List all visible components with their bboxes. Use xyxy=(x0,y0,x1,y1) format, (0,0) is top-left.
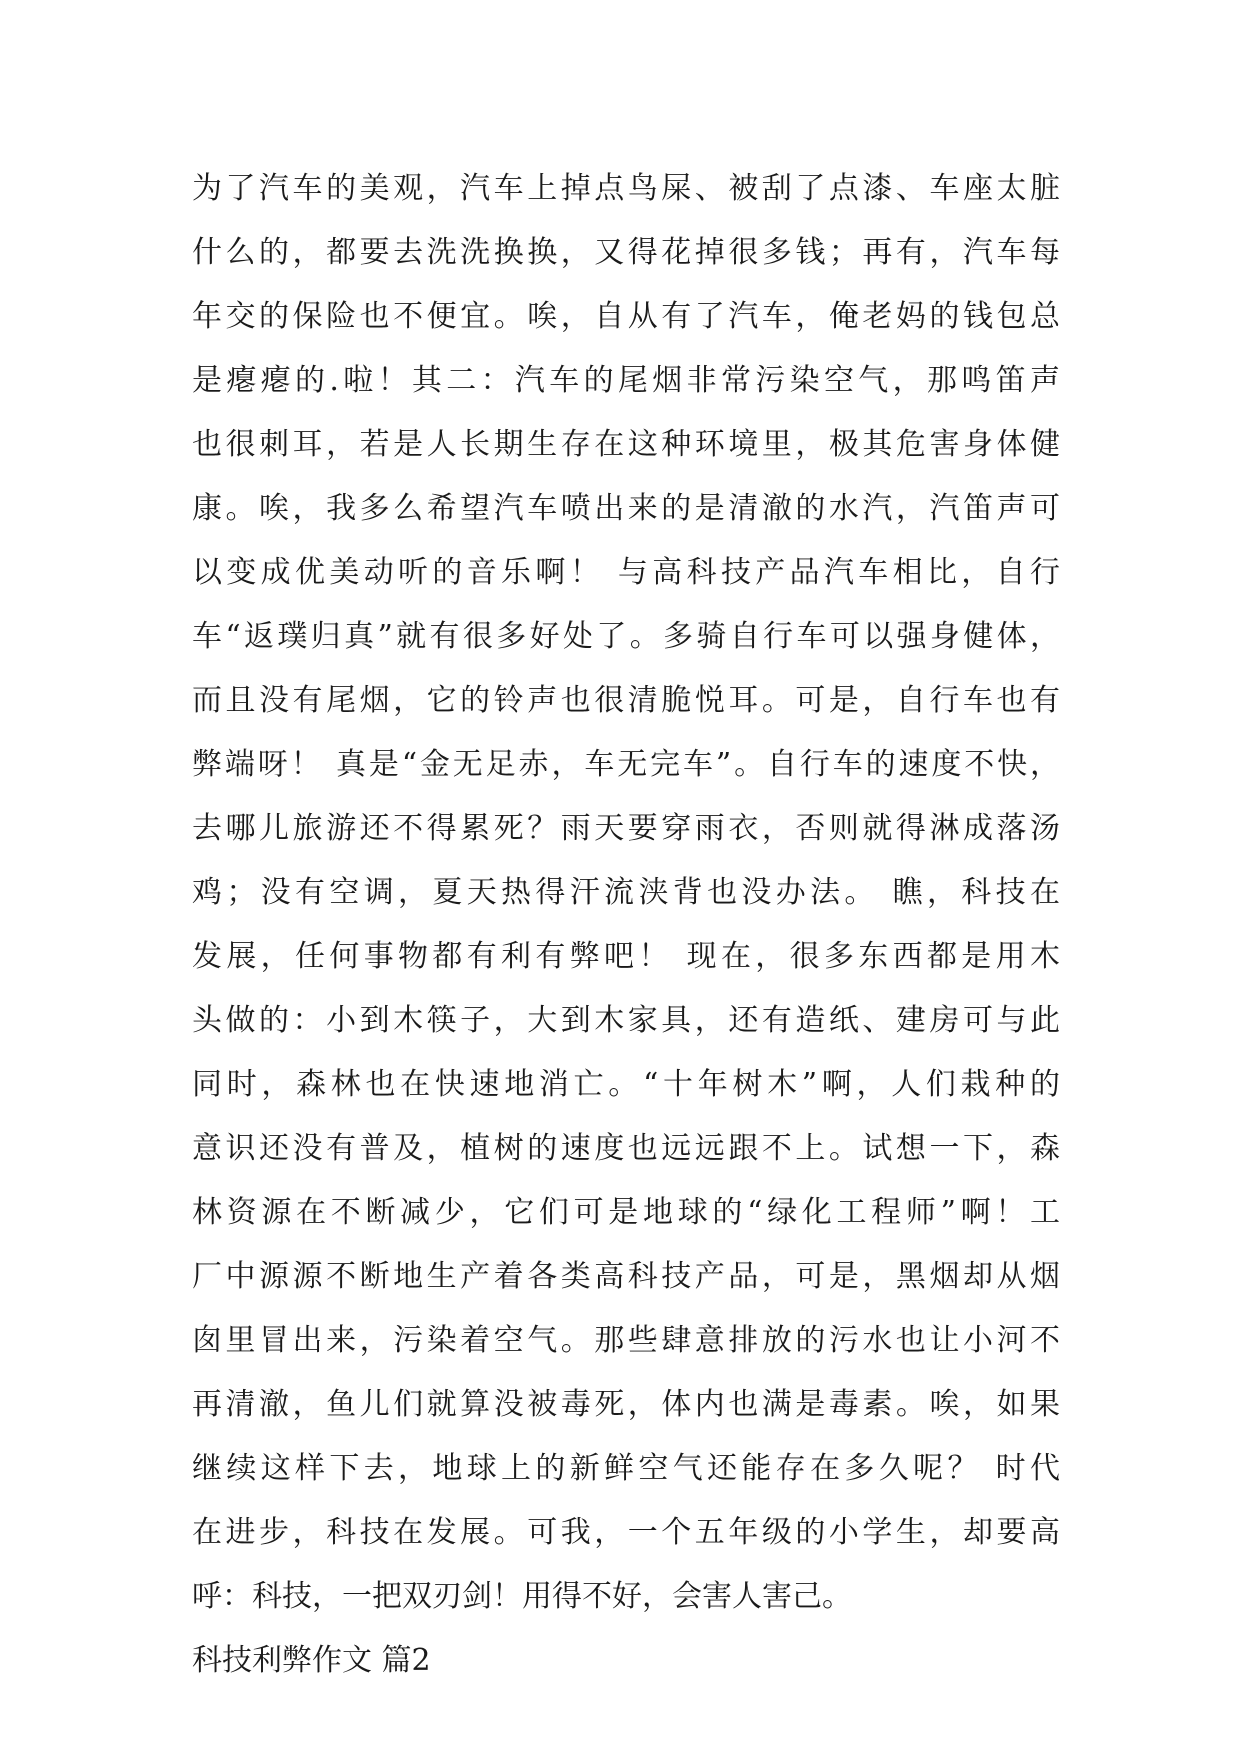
text-line: 为了汽车的美观，汽车上掉点鸟屎、被刮了点漆、车座太脏 xyxy=(192,171,1060,206)
text-line: 而且没有尾烟，它的铃声也很清脆悦耳。可是，自行车也有 xyxy=(192,683,1060,718)
text-line: 年交的保险也不便宜。唉，自从有了汽车，俺老妈的钱包总 xyxy=(192,299,1060,334)
text-line: 同时，森林也在快速地消亡。“十年树木”啊，人们栽种的 xyxy=(192,1067,1060,1102)
text-line: 意识还没有普及，植树的速度也远远跟不上。试想一下，森 xyxy=(192,1131,1060,1166)
text-line: 在进步，科技在发展。可我，一个五年级的小学生，却要高 xyxy=(192,1515,1060,1550)
text-line: 以变成优美动听的音乐啊！ 与高科技产品汽车相比，自行 xyxy=(192,555,1060,590)
text-line: 发展，任何事物都有利有弊吧！ 现在，很多东西都是用木 xyxy=(192,939,1060,974)
text-line: 去哪儿旅游还不得累死？雨天要穿雨衣，否则就得淋成落汤 xyxy=(192,811,1060,846)
text-line: 头做的：小到木筷子，大到木家具，还有造纸、建房可与此 xyxy=(192,1003,1060,1038)
text-line: 鸡；没有空调，夏天热得汗流浃背也没办法。 瞧，科技在 xyxy=(192,875,1060,910)
text-line: 继续这样下去，地球上的新鲜空气还能存在多久呢？ 时代 xyxy=(192,1451,1060,1486)
text-line: 也很刺耳，若是人长期生存在这种环境里，极其危害身体健 xyxy=(192,427,1060,462)
text-line: 什么的，都要去洗洗换换，又得花掉很多钱；再有，汽车每 xyxy=(192,235,1060,270)
text-line: 厂中源源不断地生产着各类高科技产品，可是，黑烟却从烟 xyxy=(192,1259,1060,1294)
essay-paragraph xyxy=(192,157,1060,1629)
text-line: 林资源在不断减少，它们可是地球的“绿化工程师”啊！工 xyxy=(192,1195,1060,1230)
text-line: 弊端呀！ 真是“金无足赤，车无完车”。自行车的速度不快， xyxy=(192,747,1060,782)
text-line: 再清澈，鱼儿们就算没被毒死，体内也满是毒素。唉，如果 xyxy=(192,1387,1060,1422)
text-line: 囱里冒出来，污染着空气。那些肆意排放的污水也让小河不 xyxy=(192,1323,1060,1358)
text-line: 呼：科技，一把双刃剑！用得不好，会害人害己。 xyxy=(192,1579,852,1614)
text-line: 是瘪瘪的.啦！其二：汽车的尾烟非常污染空气，那鸣笛声 xyxy=(192,363,1060,398)
section-heading: 科技利弊作文 篇2 xyxy=(192,1643,431,1678)
document-body xyxy=(192,157,1060,1693)
text-line: 车“返璞归真”就有很多好处了。多骑自行车可以强身健体， xyxy=(192,619,1060,654)
text-line: 康。唉，我多么希望汽车喷出来的是清澈的水汽，汽笛声可 xyxy=(192,491,1060,526)
